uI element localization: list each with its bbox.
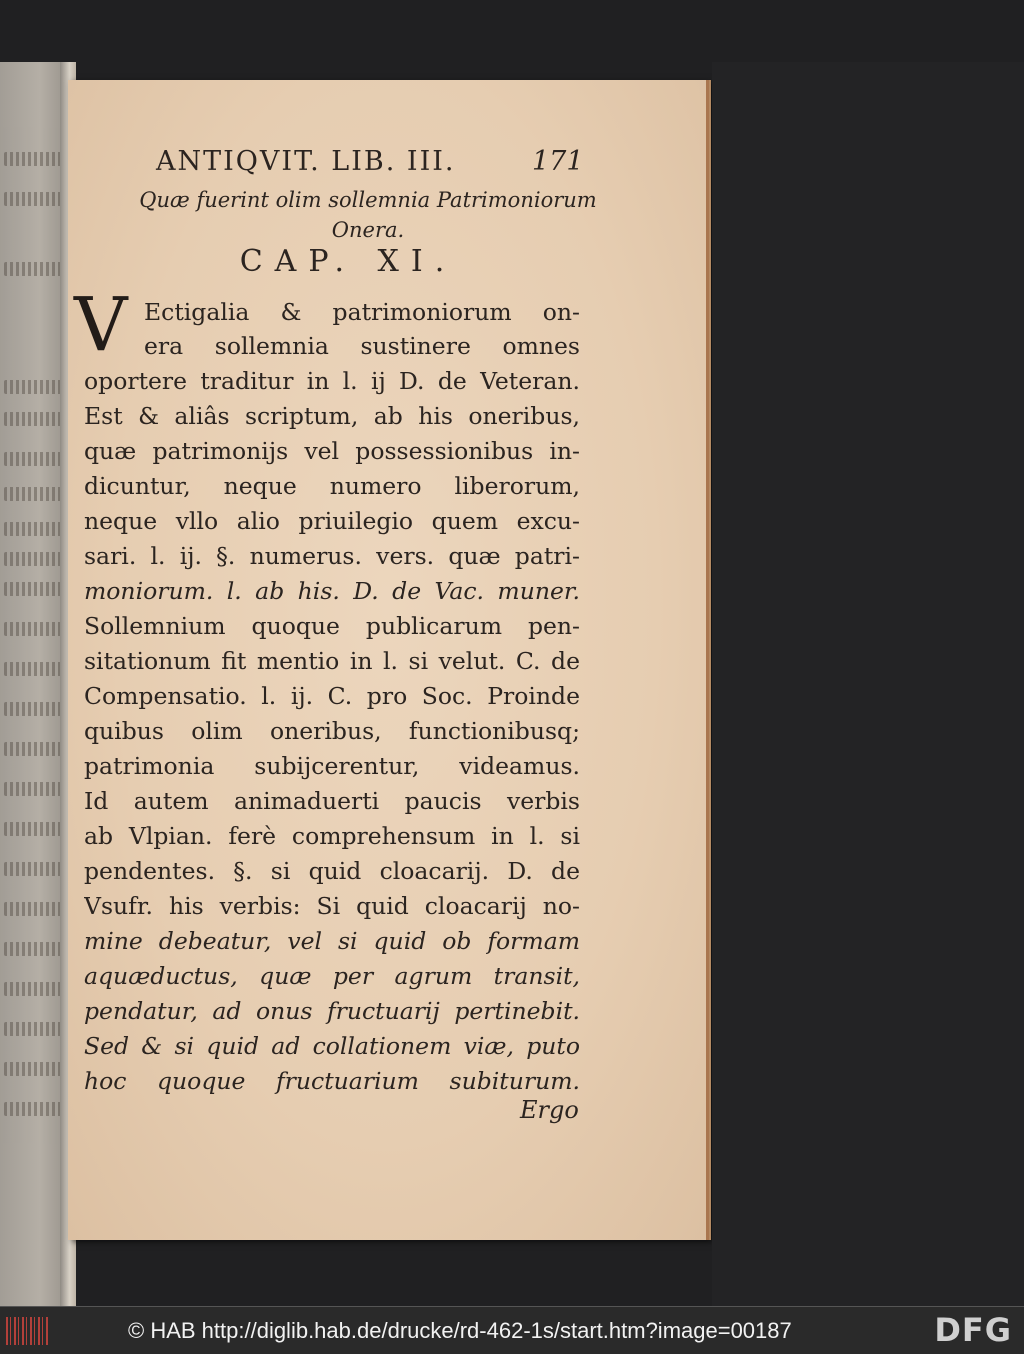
text-line: Compensatio. l. ij. C. pro Soc. Proinde [84,682,580,710]
ghost-text [4,822,64,836]
catchword: Ergo [520,1096,579,1124]
ghost-text [4,1102,64,1116]
ghost-text [4,982,64,996]
ghost-text [4,582,64,596]
text-line: sitationum fit mentio in l. si velut. C. de [84,647,580,675]
text-line: Sollemnium quoque publicarum pen- [84,612,580,640]
credit-link[interactable]: © HAB http://diglib.hab.de/drucke/rd-462-1s/start.htm?image=00187 [128,1318,792,1343]
dfg-logo: DFG [934,1311,1012,1349]
chapter-heading: CAP. XI. [239,244,457,279]
ghost-text [4,380,64,394]
ghost-text [4,487,64,501]
ghost-text [4,522,64,536]
text-line: pendentes. §. si quid cloacarij. D. de [84,857,580,885]
text-line: aquæductus, quæ per agrum transit, [84,962,580,990]
ghost-text [4,552,64,566]
page-number: 171 [532,146,584,177]
chapter-title: Onera. [331,218,405,242]
ghost-text [4,902,64,916]
text-line: quibus olim oneribus, functionibusq; [84,717,580,745]
ghost-text [4,412,64,426]
ghost-text [4,1062,64,1076]
text-line: Id autem animaduerti paucis verbis [84,787,580,815]
barcode-icon [6,1317,48,1345]
text-line: Vsufr. his verbis: Si quid cloacarij no- [84,892,580,920]
text-line: mine debeatur, vel si quid ob formam [84,927,580,955]
text-line: hoc quoque fructuarium subiturum. [84,1067,580,1095]
ghost-text [4,662,64,676]
text-line: Est & aliâs scriptum, ab his oneribus, [84,402,580,430]
text-line: moniorum. l. ab his. D. de Vac. muner. [84,577,580,605]
ghost-text [4,782,64,796]
text-line: quæ patrimonijs vel possessionibus in- [84,437,580,465]
running-head: ANTIQVIT. LIB. III. [156,146,456,177]
book-page [68,80,709,1240]
drop-initial: V [74,282,128,368]
ghost-text [4,262,64,276]
text-line: Sed & si quid ad collationem viæ, puto [84,1032,580,1060]
text-line: ab Vlpian. ferè comprehensum in l. si [84,822,580,850]
text-line: neque vllo alio priuilegio quem excu- [84,507,580,535]
ghost-text [4,452,64,466]
ghost-text [4,192,64,206]
ghost-text [4,1022,64,1036]
footer-bar [0,1306,1024,1354]
text-line: pendatur, ad onus fructuarij pertinebit. [84,997,580,1025]
ghost-text [4,942,64,956]
text-line: patrimonia subijcerentur, videamus. [84,752,580,780]
ghost-text [4,702,64,716]
text-line: era sollemnia sustinere omnes [144,332,580,360]
ghost-text [4,742,64,756]
text-line: oportere traditur in l. ij D. de Veteran. [84,367,580,395]
ghost-text [4,862,64,876]
text-line: sari. l. ij. §. numerus. vers. quæ patri- [84,542,580,570]
chapter-title: Quæ fuerint olim sollemnia Patrimoniorum [139,188,597,212]
text-line: Ectigalia & patrimoniorum on- [144,298,580,326]
text-line: dicuntur, neque numero liberorum, [84,472,580,500]
viewer-backdrop [712,62,1024,1306]
ghost-text [4,152,64,166]
ghost-text [4,622,64,636]
